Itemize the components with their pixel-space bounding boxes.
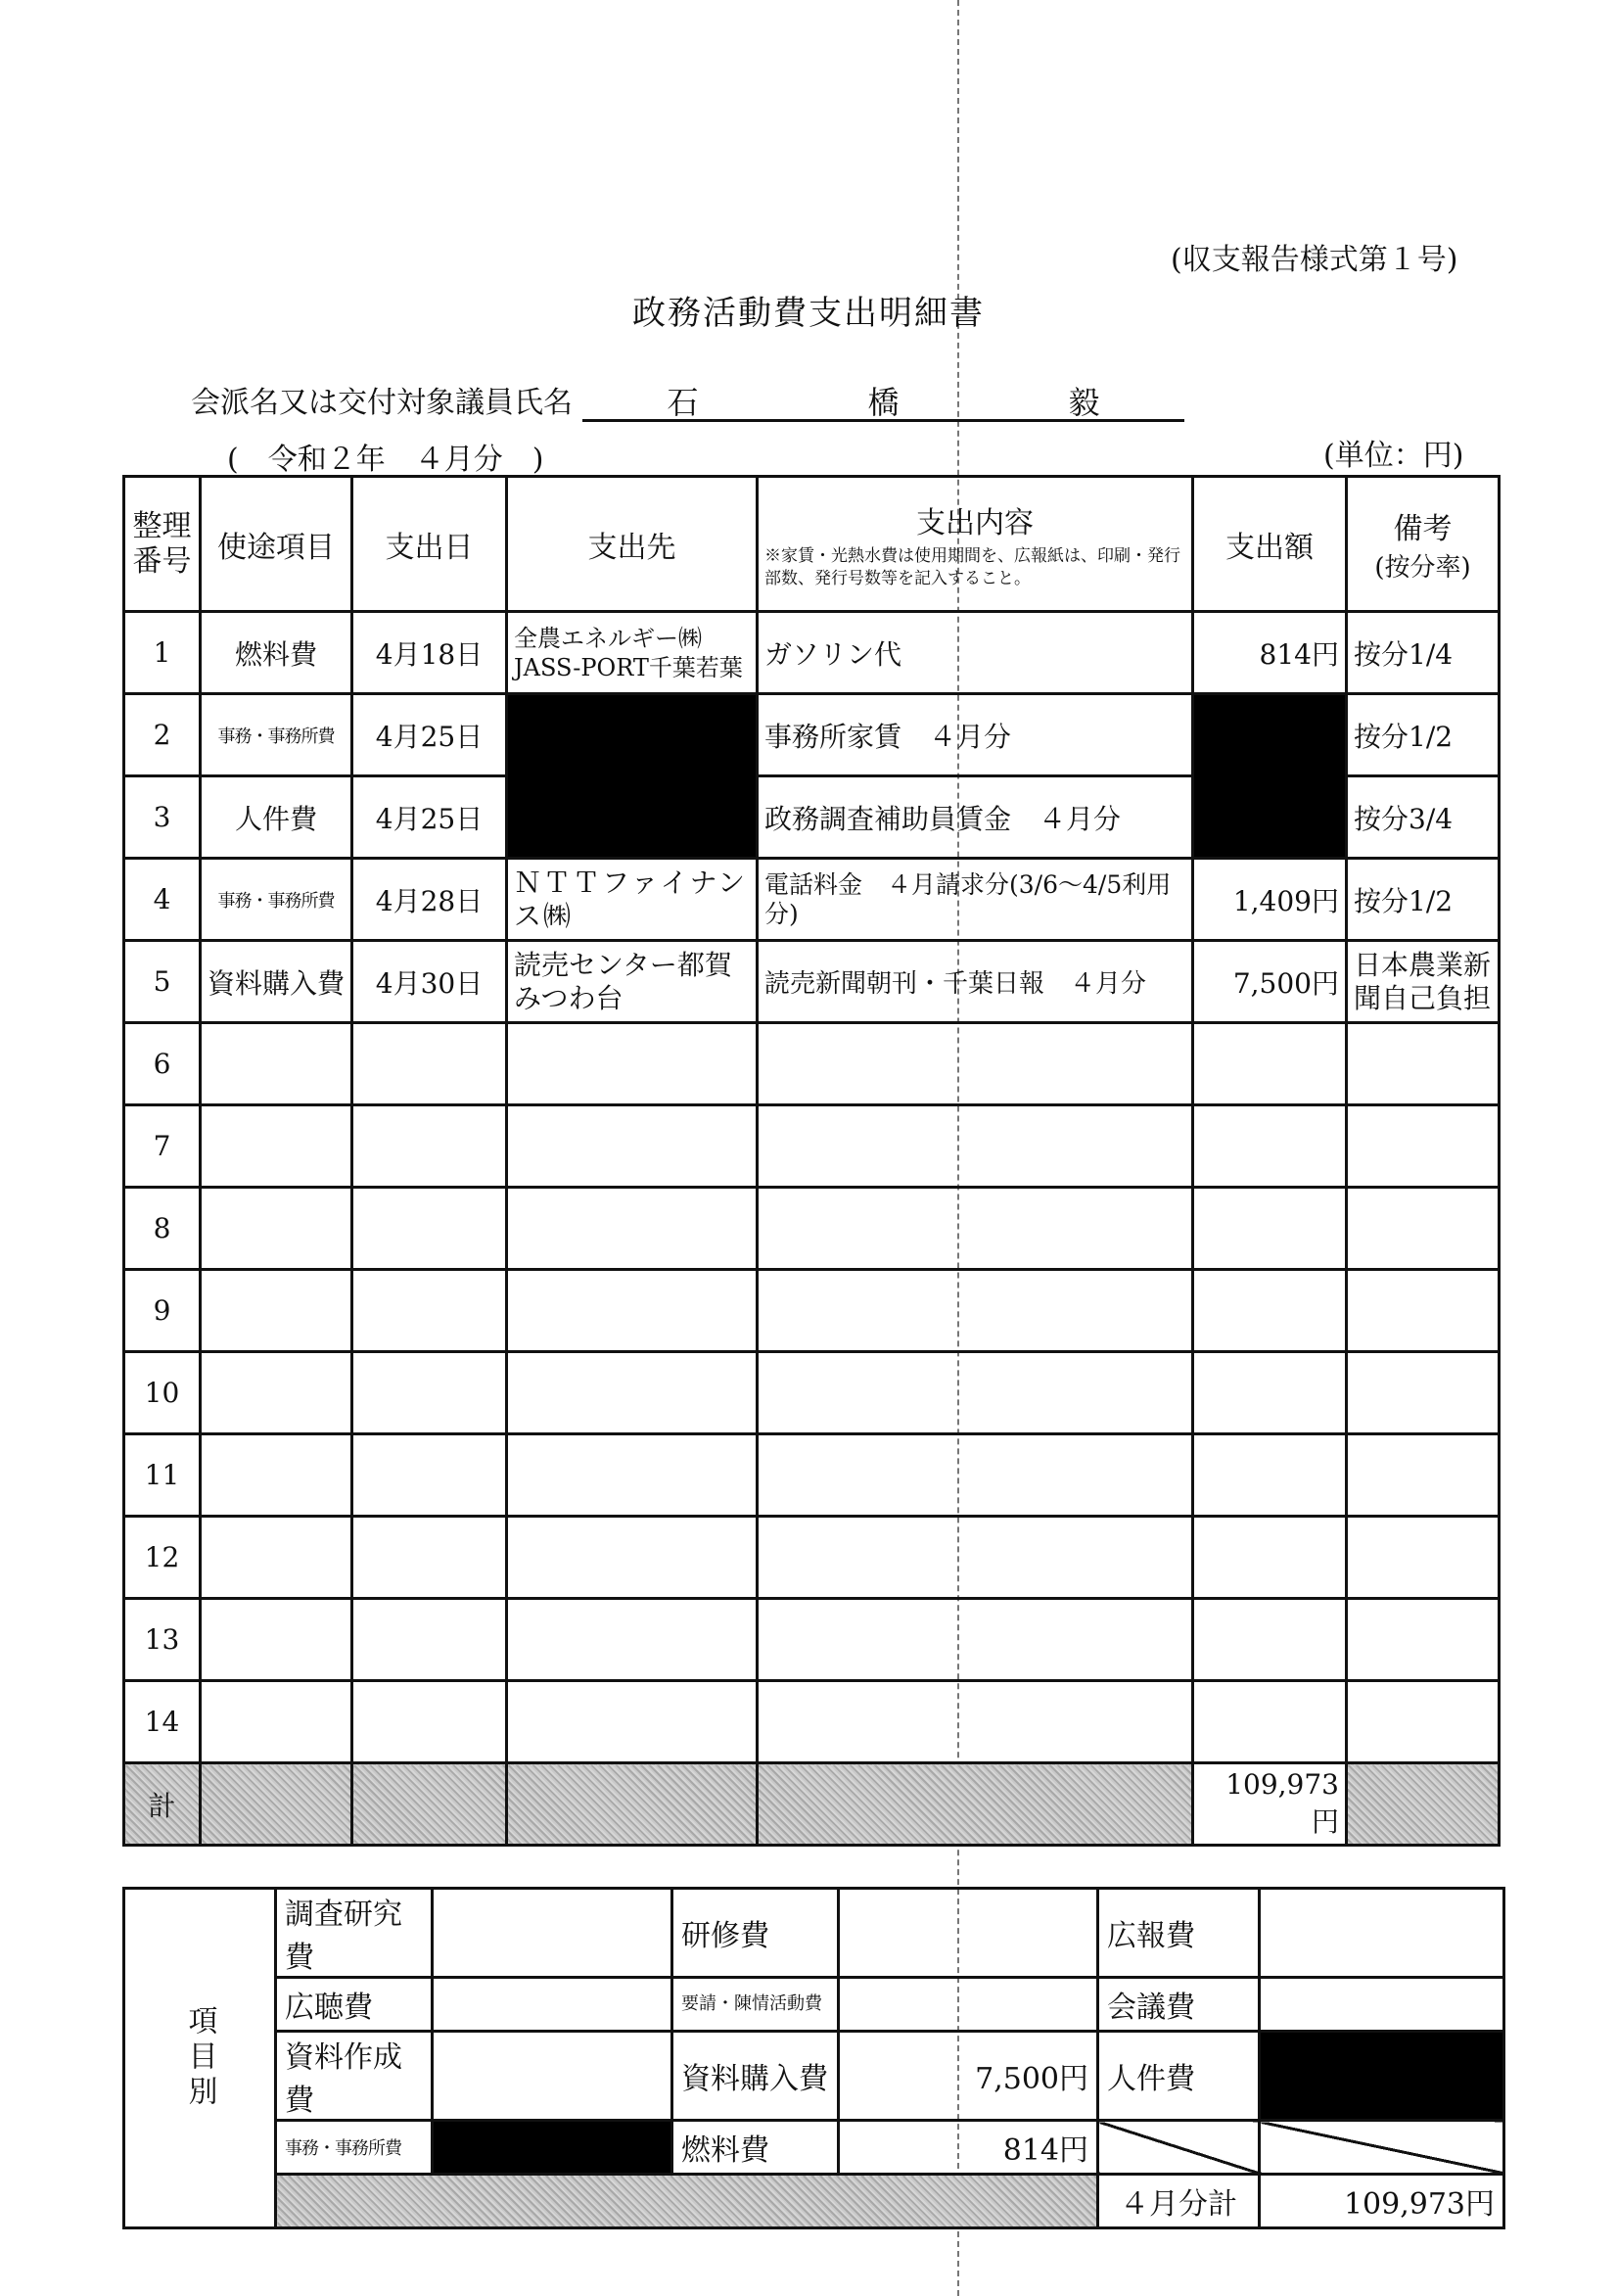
header-content-title: 支出内容	[916, 506, 1034, 541]
empty-cell	[201, 1023, 352, 1105]
empty-cell	[507, 1681, 758, 1763]
empty-cell	[758, 1023, 1193, 1105]
empty-cell	[352, 1352, 507, 1434]
empty-cell	[201, 1599, 352, 1681]
table-row	[124, 1434, 1500, 1517]
struck-cell	[1260, 2121, 1504, 2175]
row-date: 4月28日	[352, 859, 507, 941]
empty-cell	[1193, 1105, 1347, 1188]
row-no: 5	[124, 941, 201, 1023]
header-amount: 支出額	[1193, 477, 1347, 612]
row-payee: ＮＴＴファイナンス㈱	[507, 859, 758, 941]
empty-cell	[1193, 1517, 1347, 1599]
empty-cell	[1193, 1434, 1347, 1517]
value-training	[839, 1889, 1098, 1978]
label-personnel: 人件費	[1098, 2032, 1260, 2121]
empty-cell	[507, 1434, 758, 1517]
shaded-cell	[758, 1763, 1193, 1846]
table-row	[124, 941, 1500, 1023]
row-content: 事務所家賃 ４月分	[758, 694, 1193, 776]
member-name-char-1: 石	[667, 384, 699, 421]
summary-side-label: 項目別	[124, 1889, 276, 2228]
table-row	[124, 1023, 1500, 1105]
label-research: 調査研究費	[276, 1889, 433, 1978]
empty-cell	[352, 1105, 507, 1188]
empty-cell	[352, 1599, 507, 1681]
summary-row	[124, 2121, 1504, 2175]
header-remarks-sub: (按分率)	[1374, 553, 1471, 583]
row-remarks: 按分1/4	[1347, 612, 1500, 694]
empty-cell	[352, 1434, 507, 1517]
member-name-char-3: 毅	[1068, 384, 1100, 421]
empty-cell	[201, 1681, 352, 1763]
empty-cell	[352, 1681, 507, 1763]
row-remarks: 按分1/2	[1347, 859, 1500, 941]
redacted-office	[433, 2121, 672, 2175]
row-content: 電話料金 ４月請求分(3/6〜4/5利用分)	[758, 859, 1193, 941]
row-amount: 814円	[1193, 612, 1347, 694]
summary-row	[124, 2032, 1504, 2121]
row-date: 4月30日	[352, 941, 507, 1023]
row-amount: 1,409円	[1193, 859, 1347, 941]
value-pr	[1260, 1889, 1504, 1978]
empty-cell	[758, 1434, 1193, 1517]
empty-cell	[507, 1352, 758, 1434]
empty-cell	[1347, 1681, 1500, 1763]
month-total-label: ４月分計	[1098, 2175, 1260, 2228]
empty-cell	[1347, 1434, 1500, 1517]
empty-cell	[1347, 1517, 1500, 1599]
table-row	[124, 694, 1500, 776]
label-hearing: 広聴費	[276, 1978, 433, 2032]
empty-cell	[1193, 1188, 1347, 1270]
empty-cell	[507, 1270, 758, 1352]
faction-label: 会派名又は交付対象議員氏名	[191, 386, 573, 420]
shaded-cell	[507, 1763, 758, 1846]
empty-cell	[758, 1105, 1193, 1188]
row-no: 12	[124, 1517, 201, 1599]
row-no: 8	[124, 1188, 201, 1270]
struck-cell	[1098, 2121, 1260, 2175]
summary-total-row	[124, 2175, 1504, 2228]
empty-cell	[507, 1599, 758, 1681]
header-category: 使途項目	[201, 477, 352, 612]
member-name	[582, 378, 1184, 422]
empty-cell	[758, 1517, 1193, 1599]
empty-cell	[201, 1270, 352, 1352]
empty-cell	[1347, 1599, 1500, 1681]
document-title: 政務活動費支出明細書	[632, 294, 985, 333]
empty-cell	[1347, 1352, 1500, 1434]
header-remarks	[1347, 477, 1500, 612]
table-row	[124, 1270, 1500, 1352]
empty-cell	[758, 1681, 1193, 1763]
shaded-cell	[276, 2175, 1098, 2228]
empty-cell	[1347, 1023, 1500, 1105]
redacted-amount	[1193, 694, 1347, 859]
empty-cell	[1193, 1270, 1347, 1352]
row-category: 事務・事務所費	[201, 694, 352, 776]
row-content: 政務調査補助員賃金 ４月分	[758, 776, 1193, 859]
label-materials-creation: 資料作成費	[276, 2032, 433, 2121]
header-date: 支出日	[352, 477, 507, 612]
empty-cell	[1193, 1599, 1347, 1681]
total-amount: 109,973円	[1193, 1763, 1347, 1846]
label-fuel: 燃料費	[672, 2121, 839, 2175]
row-remarks: 按分3/4	[1347, 776, 1500, 859]
total-row	[124, 1763, 1500, 1846]
summary-row	[124, 1978, 1504, 2032]
value-materials-purchase: 7,500円	[839, 2032, 1098, 2121]
row-content: ガソリン代	[758, 612, 1193, 694]
row-no: 11	[124, 1434, 201, 1517]
shaded-cell	[1347, 1763, 1500, 1846]
row-remarks: 日本農業新聞自己負担	[1347, 941, 1500, 1023]
empty-cell	[507, 1517, 758, 1599]
row-no: 3	[124, 776, 201, 859]
row-remarks: 按分1/2	[1347, 694, 1500, 776]
row-no: 4	[124, 859, 201, 941]
table-row	[124, 859, 1500, 941]
row-payee: 読売センター都賀みつわ台	[507, 941, 758, 1023]
total-label: 計	[124, 1763, 201, 1846]
unit: (単位：円)	[1323, 439, 1464, 473]
label-training: 研修費	[672, 1889, 839, 1978]
form-number: (収支報告様式第１号)	[1171, 243, 1458, 277]
empty-cell	[352, 1517, 507, 1599]
label-meeting: 会議費	[1098, 1978, 1260, 2032]
header-no: 整理番号	[124, 477, 201, 612]
empty-cell	[1347, 1105, 1500, 1188]
empty-cell	[201, 1188, 352, 1270]
table-row	[124, 612, 1500, 694]
header-payee: 支出先	[507, 477, 758, 612]
value-research	[433, 1889, 672, 1978]
value-hearing	[433, 1978, 672, 2032]
empty-cell	[758, 1188, 1193, 1270]
header-row	[124, 477, 1500, 612]
value-meeting	[1260, 1978, 1504, 2032]
redacted-personnel	[1260, 2032, 1504, 2121]
row-category: 燃料費	[201, 612, 352, 694]
table-row	[124, 1681, 1500, 1763]
empty-cell	[507, 1188, 758, 1270]
empty-cell	[1193, 1681, 1347, 1763]
period: ( 令和２年 ４月分 )	[227, 443, 544, 477]
label-petition: 要請・陳情活動費	[672, 1978, 839, 2032]
label-pr: 広報費	[1098, 1889, 1260, 1978]
expense-table	[122, 475, 1501, 1847]
value-materials-creation	[433, 2032, 672, 2121]
table-row	[124, 1352, 1500, 1434]
row-amount: 7,500円	[1193, 941, 1347, 1023]
row-date: 4月25日	[352, 776, 507, 859]
shaded-cell	[201, 1763, 352, 1846]
row-category: 人件費	[201, 776, 352, 859]
row-no: 1	[124, 612, 201, 694]
shaded-cell	[352, 1763, 507, 1846]
empty-cell	[201, 1434, 352, 1517]
empty-cell	[352, 1023, 507, 1105]
empty-cell	[352, 1188, 507, 1270]
empty-cell	[1347, 1270, 1500, 1352]
header-remarks-title: 備考	[1393, 512, 1453, 546]
table-row	[124, 1105, 1500, 1188]
row-no: 2	[124, 694, 201, 776]
empty-cell	[1193, 1023, 1347, 1105]
empty-cell	[352, 1270, 507, 1352]
summary-row	[124, 1889, 1504, 1978]
month-total-amount: 109,973円	[1260, 2175, 1504, 2228]
empty-cell	[1193, 1352, 1347, 1434]
empty-cell	[1347, 1188, 1500, 1270]
row-no: 13	[124, 1599, 201, 1681]
row-date: 4月18日	[352, 612, 507, 694]
row-no: 9	[124, 1270, 201, 1352]
row-no: 14	[124, 1681, 201, 1763]
value-fuel: 814円	[839, 2121, 1098, 2175]
table-row	[124, 1517, 1500, 1599]
row-no: 6	[124, 1023, 201, 1105]
table-row	[124, 1599, 1500, 1681]
header-content-note: ※家賃・光熱水費は使用期間を、広報紙は、印刷・発行部数、発行号数等を記入すること。	[764, 546, 1180, 588]
redacted-payee	[507, 694, 758, 859]
label-office: 事務・事務所費	[276, 2121, 433, 2175]
row-no: 10	[124, 1352, 201, 1434]
label-materials-purchase: 資料購入費	[672, 2032, 839, 2121]
empty-cell	[201, 1517, 352, 1599]
row-date: 4月25日	[352, 694, 507, 776]
header-content	[758, 477, 1193, 612]
row-category: 事務・事務所費	[201, 859, 352, 941]
empty-cell	[201, 1105, 352, 1188]
empty-cell	[758, 1599, 1193, 1681]
empty-cell	[507, 1105, 758, 1188]
row-no: 7	[124, 1105, 201, 1188]
category-summary-table	[122, 1887, 1505, 2229]
table-row	[124, 1188, 1500, 1270]
row-category: 資料購入費	[201, 941, 352, 1023]
member-name-char-2: 橋	[867, 384, 900, 421]
empty-cell	[758, 1352, 1193, 1434]
row-content: 読売新聞朝刊・千葉日報 ４月分	[758, 941, 1193, 1023]
empty-cell	[758, 1270, 1193, 1352]
value-petition	[839, 1978, 1098, 2032]
empty-cell	[507, 1023, 758, 1105]
row-payee: 全農エネルギー㈱JASS-PORT千葉若葉	[507, 612, 758, 694]
empty-cell	[201, 1352, 352, 1434]
